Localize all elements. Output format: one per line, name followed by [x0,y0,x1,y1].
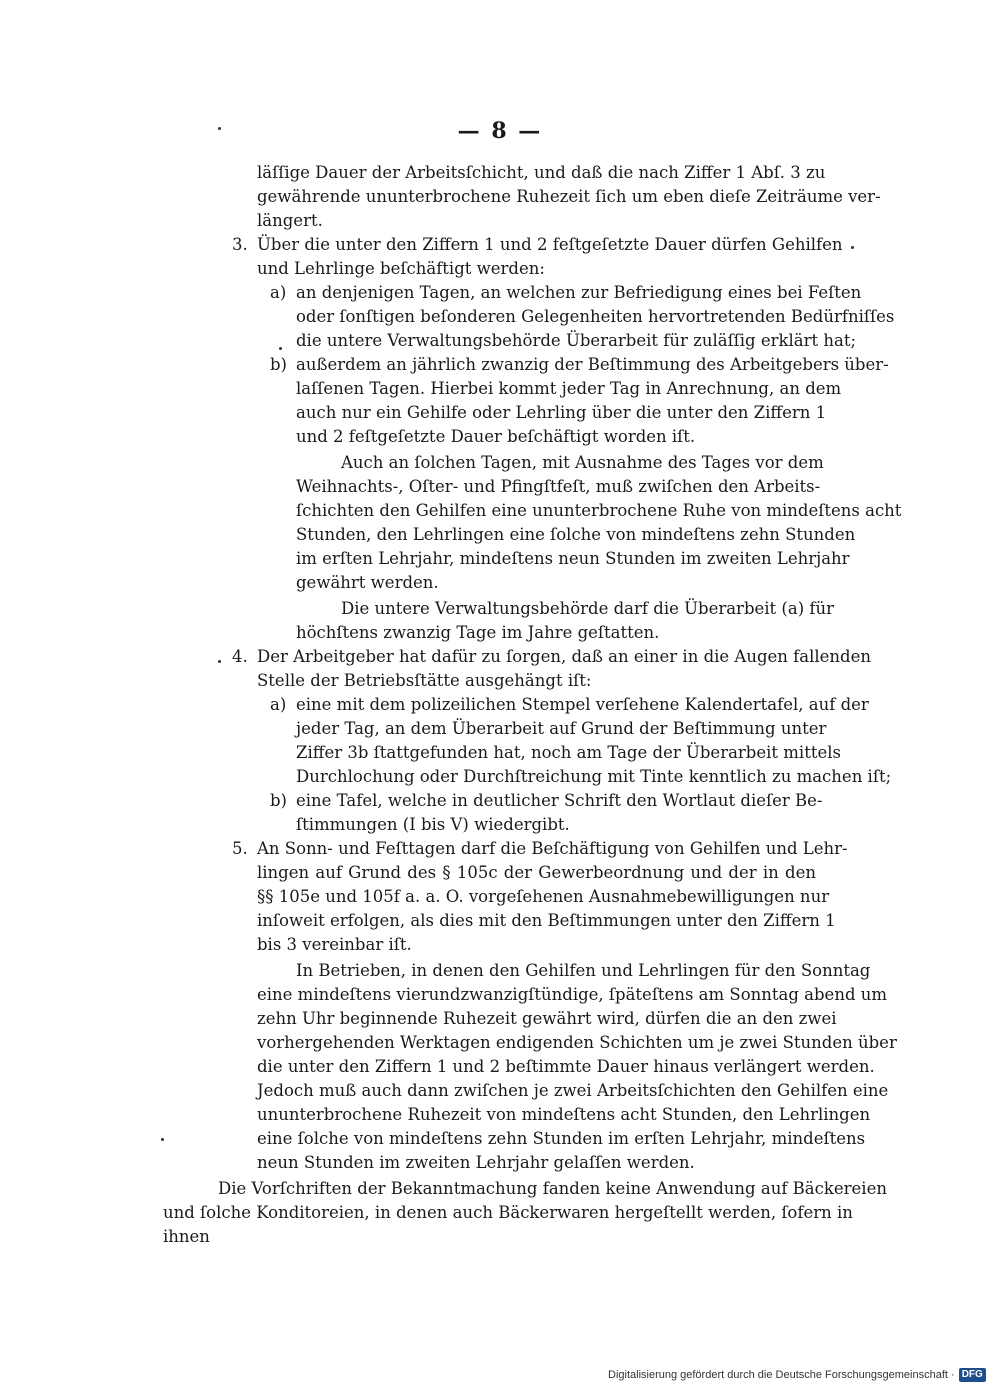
text-line: Ziffer 3b ſtattgefunden hat, noch am Tage der Überarbeit mittels [296,743,841,762]
text-line: im erſten Lehrjahr, mindeſtens neun Stunden im zweiten Lehrjahr [296,549,850,568]
text-line: ſtimmungen (I bis V) wiedergibt. [296,815,570,834]
text-line: neun Stunden im zweiten Lehrjahr gelaſſen werden. [257,1153,695,1172]
subitem-3a-label: a) [270,283,287,302]
text-line: An Sonn- und Feſttagen darf die Beſchäftigung von Gehilfen und Lehr- [257,839,848,858]
text-line: jeder Tag, an dem Überarbeit auf Grund der Beſtimmung unter [296,719,827,738]
text-line: außerdem an jährlich zwanzig der Beſtimmung des Arbeitgebers über- [296,355,889,374]
text-line: Die Vorſchriften der Bekanntmachung fanden keine Anwendung auf Bäckereien [218,1179,887,1198]
subitem-4b-label: b) [270,791,287,810]
text-line: und Lehrlinge beſchäftigt werden: [257,259,545,278]
text-line: Stelle der Betriebsſtätte ausgehängt iſt: [257,671,592,690]
item-number-5: 5. [232,839,248,858]
text-line: vorhergehenden Werktagen endigenden Schichten um je zwei Stunden über [257,1033,897,1052]
text-line: inſoweit erfolgen, als dies mit den Beſtimmungen unter den Ziffern 1 [257,911,836,930]
print-speck [218,660,221,663]
text-line: bis 3 vereinbar iſt. [257,935,412,954]
digitization-footer [608,1366,986,1384]
item-number-4: 4. [232,647,248,666]
print-speck [161,1138,164,1141]
text-line: eine ſolche von mindeſtens zehn Stunden im erſten Lehrjahr, mindeſtens [257,1129,866,1148]
text-line: ununterbrochene Ruhezeit von mindeſtens acht Stunden, den Lehrlingen [257,1105,871,1124]
print-speck [218,127,221,130]
text-line: längert. [257,211,323,230]
text-line: zehn Uhr beginnende Ruhezeit gewährt wird, dürfen die an den zwei [257,1009,837,1028]
text-line: die unter den Ziffern 1 und 2 beſtimmte Dauer hinaus verlängert werden. [257,1057,875,1076]
text-line: gewährt werden. [296,573,439,592]
text-line: und ſolche Konditoreien, in denen auch Bäckerwaren hergeſtellt werden, ſofern in [163,1203,853,1222]
text-line: Auch an ſolchen Tagen, mit Ausnahme des Tages vor dem [341,453,824,472]
text-line: die untere Verwaltungsbehörde Überarbeit für zuläſſig erklärt hat; [296,331,857,350]
text-line: In Betrieben, in denen den Gehilfen und Lehrlingen für den Sonntag [296,961,871,980]
text-line: laſſenen Tagen. Hierbei kommt jeder Tag in Anrechnung, an dem [296,379,842,398]
text-line: lingen auf Grund des § 105c der Gewerbeordnung und der in den [257,863,816,882]
subitem-4a-label: a) [270,695,287,714]
text-line: gewährende ununterbrochene Ruhezeit ſich um eben dieſe Zeiträume ver- [257,187,881,206]
text-line: Der Arbeitgeber hat dafür zu ſorgen, daß an einer in die Augen fallenden [257,647,872,666]
text-line: eine Tafel, welche in deutlicher Schrift den Wortlaut dieſer Be- [296,791,823,810]
text-line: Stunden, den Lehrlingen eine ſolche von mindeſtens zehn Stunden [296,525,856,544]
text-line: Durchlochung oder Durchſtreichung mit Tinte kenntlich zu machen iſt; [296,767,892,786]
text-line: eine mindeſtens vierundzwanzigſtündige, ſpäteſtens am Sonntag abend um [257,985,888,1004]
footer-credit-text: Digitalisierung gefördert durch die Deutsche Forschungsgemeinschaft · [608,1369,955,1381]
text-line: Jedoch muß auch dann zwiſchen je zwei Arbeitsſchichten den Gehilfen eine [257,1081,889,1100]
text-line: ihnen [163,1227,210,1246]
text-line: eine mit dem polizeilichen Stempel verſehene Kalendertafel, auf der [296,695,869,714]
text-line: §§ 105e und 105f a. a. O. vorgeſehenen Ausnahmebewilligungen nur [257,887,830,906]
page-number: — 8 — [457,118,543,144]
text-line: läſſige Dauer der Arbeitsſchicht, und daß die nach Ziffer 1 Abſ. 3 zu [257,163,826,182]
text-line: ſchichten den Gehilfen eine ununterbrochene Ruhe von mindeſtens acht [296,501,902,520]
text-line: auch nur ein Gehilfe oder Lehrling über die unter den Ziffern 1 [296,403,827,422]
text-line: an denjenigen Tagen, an welchen zur Befriedigung eines bei Feſten [296,283,862,302]
text-line: und 2 feſtgeſetzte Dauer beſchäftigt worden iſt. [296,427,696,446]
text-line: höchſtens zwanzig Tage im Jahre geſtatten. [296,623,660,642]
subitem-3b-label: b) [270,355,287,374]
dfg-logo-icon: DFG [959,1368,986,1382]
print-speck [851,246,854,249]
item-number-3: 3. [232,235,248,254]
text-line: oder ſonſtigen beſonderen Gelegenheiten hervortretenden Bedürfniſſes [296,307,895,326]
text-line: Die untere Verwaltungsbehörde darf die Überarbeit (a) für [341,599,835,618]
print-speck [279,347,282,350]
text-line: Weihnachts-, Oſter- und Pfingſtfeſt, muß zwiſchen den Arbeits- [296,477,821,496]
text-line: Über die unter den Ziffern 1 und 2 feſtgeſetzte Dauer dürfen Gehilfen [257,235,843,254]
